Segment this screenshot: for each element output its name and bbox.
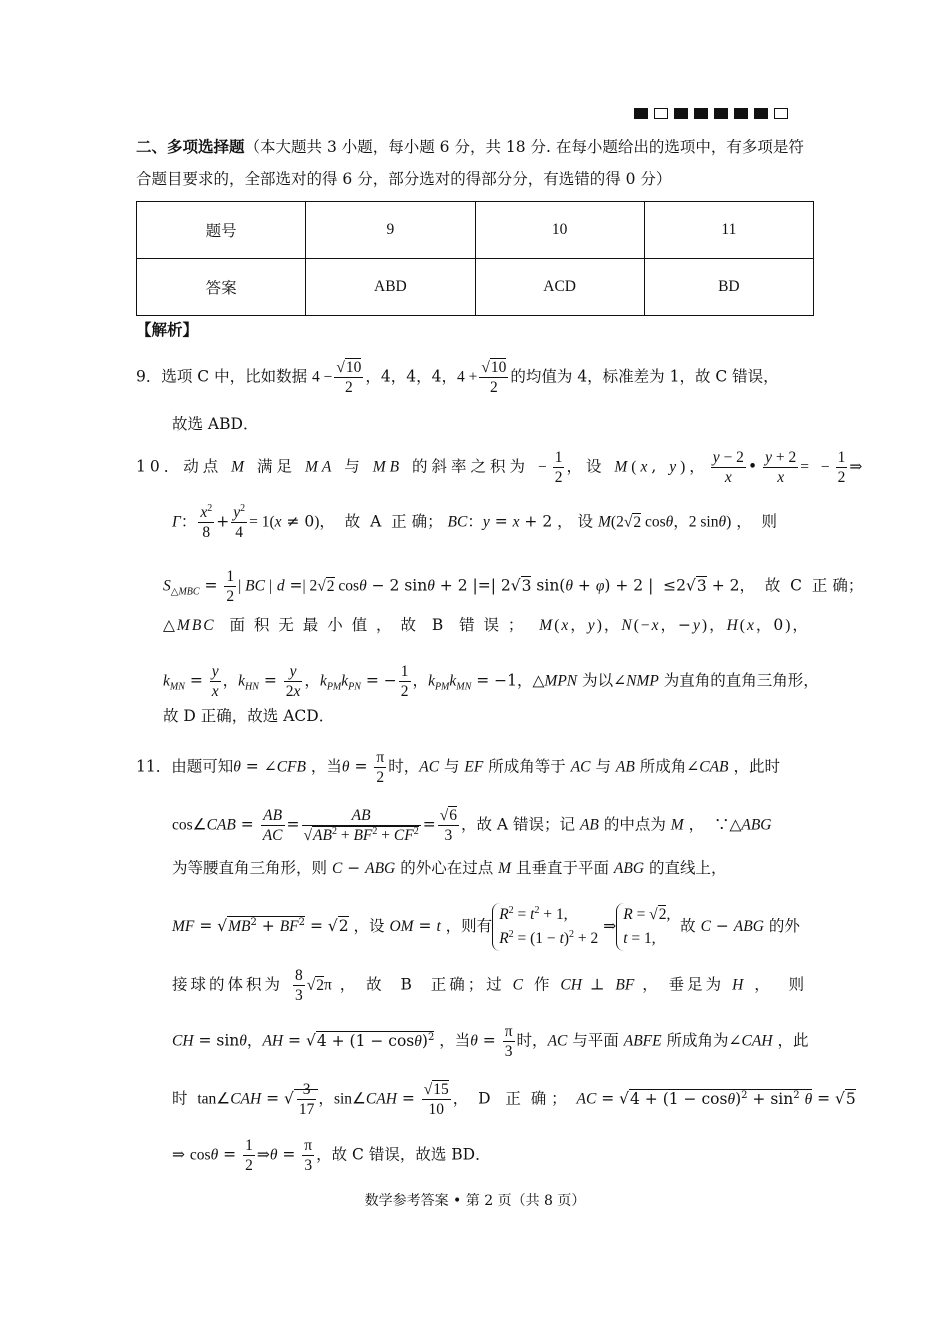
table-cell: 题号 <box>137 202 306 259</box>
page-footer: 数学参考答案 • 第 2 页（共 8 页） <box>364 1193 586 1209</box>
solution-9-line-1: 9．选项 C 中，比如数据 4 − $\frac{√10}{2}$ ，4，4，4，4 + $\frac{√10}{2}$ 的均值为 4，标准差为 1，故 C 错误， <box>136 359 779 396</box>
marker-filled <box>694 108 708 119</box>
marker-filled <box>634 108 648 119</box>
table-row <box>137 259 814 316</box>
marker-open <box>654 108 668 119</box>
solution-11-line-7: 时 tan∠CAH = √ $\frac{3}{17}$ ，sin∠CAH = $\frac{√15}{10}$ ， D 正 确 ； AC = $√4 + (1 - \cos\theta)^2 + \sin^2 \theta = √5$ <box>172 1081 856 1118</box>
solution-10-line-6: 故 D 正确，故选 ACD． <box>163 707 335 725</box>
solution-11-line-3: 为等腰直角三角形，则 C − ABG 的外心在过点 M 且垂直于平面 ABG 的直线上， <box>172 859 727 877</box>
table-cell: 11 <box>644 202 813 259</box>
analysis-heading: 【解析】 <box>136 320 199 339</box>
solution-11-line-6: CH = sinθ，AH = $√4 + (1 - \cos\theta)^2$ ，当θ = $\frac{\pi}{3}$ 时，AC 与平面 ABFE 所成角为∠CAH ，此 <box>172 1023 809 1060</box>
marker-filled <box>734 108 748 119</box>
table-cell: 9 <box>306 202 475 259</box>
marker-open <box>774 108 788 119</box>
solution-10-line-2: Γ： $\frac{x^2}{8}$ + $\frac{y^2}{4}$ = 1(x ≠ 0)， 故 A 正 确； BC：y = x + 2 ， 设 M(2√2 cosθ，2 sinθ) ， 则 <box>172 502 778 541</box>
table-cell: ABD <box>306 259 475 316</box>
solution-9-line-2: 故选 ABD． <box>172 415 259 433</box>
table-cell: ACD <box>475 259 644 316</box>
solution-10-line-4: △MBC 面 积 无 最 小 值 ， 故 B 错 误 ； M(x，y)，N(−x，−y)，H(x，0)， <box>163 616 810 634</box>
table-row <box>137 202 814 259</box>
solution-10-line-3: $S_{\triangle MBC}$ = $\frac{1}{2}$ | BC | d =| 2√2 cosθ − 2 sinθ + 2 |=| 2√3 sin(θ + φ) + 2 | ≤2√3 + 2， 故 C 正 确； <box>163 568 864 605</box>
solution-10-line-5: $k_{MN}$ = $\frac{y}{x}$ ，$k_{HN}$ = $\frac{y}{2x}$ ，$k_{PM}k_{PN}$ = − $\frac{1}{2}$ ，$k_{PM}k_{MN} = -1$，△MPN 为以∠NMP 为直角的直角三角形， <box>163 663 819 700</box>
marker-filled <box>714 108 728 119</box>
marker-filled <box>674 108 688 119</box>
solution-11-line-4: MF = $√MB^2 + BF^2 = √2$ ，设 OM = t ，则有$R^2 = t^2 + 1$, $R^2 = (1 - t)^2 + 2$ ⇒R = √2, t = 1, 故 C − ABG 的外 <box>172 903 800 951</box>
section-description: （本大题共 3 小题，每小题 6 分，共 18 分. 在每小题给出的选项中，有多项是符合题目要求的，全部选对的得 6 分，部分选对的得部分分，有选错的得 0 分） <box>136 138 804 188</box>
section-header <box>136 131 816 195</box>
answer-table <box>136 201 814 316</box>
solution-11-line-2: cos∠CAB = $\frac{AB}{AC}$ = $\frac{AB}{√AB^2 + BF^2 + CF^2}$ = $\frac{√6}{3}$ ，故 A 错误；记 AB 的中点为 M ， ∵△ABG <box>172 807 772 844</box>
table-cell: BD <box>644 259 813 316</box>
table-cell: 10 <box>475 202 644 259</box>
marker-filled <box>754 108 768 119</box>
header-markers <box>634 108 788 119</box>
solution-10-line-1: 10．动点 M 满足 MA 与 MB 的斜率之积为 − $\frac{1}{2}$ ，设 M(x, y)， $\frac{y - 2}{x}$ • $\frac{y + 2}{x}$ = − $\frac{1}{2}$ ⇒ <box>136 449 867 486</box>
solution-11-line-1: 11．由题可知θ = ∠CFB ，当θ = $\frac{\pi}{2}$ 时，AC 与 EF 所成角等于 AC 与 AB 所成角∠CAB ，此时 <box>136 749 780 786</box>
table-cell: 答案 <box>137 259 306 316</box>
solution-11-line-8: ⇒ cosθ = $\frac{1}{2}$ ⇒θ = $\frac{\pi}{3}$ ，故 C 错误，故选 BD． <box>172 1137 491 1174</box>
solution-11-line-5: 接球的体积为 $\frac{8}{3}$ √2π ， 故 B 正确；过 C 作 CH ⊥ BF ， 垂足为 H ， 则 <box>172 967 808 1004</box>
section-title: 二、多项选择题 <box>136 137 245 156</box>
